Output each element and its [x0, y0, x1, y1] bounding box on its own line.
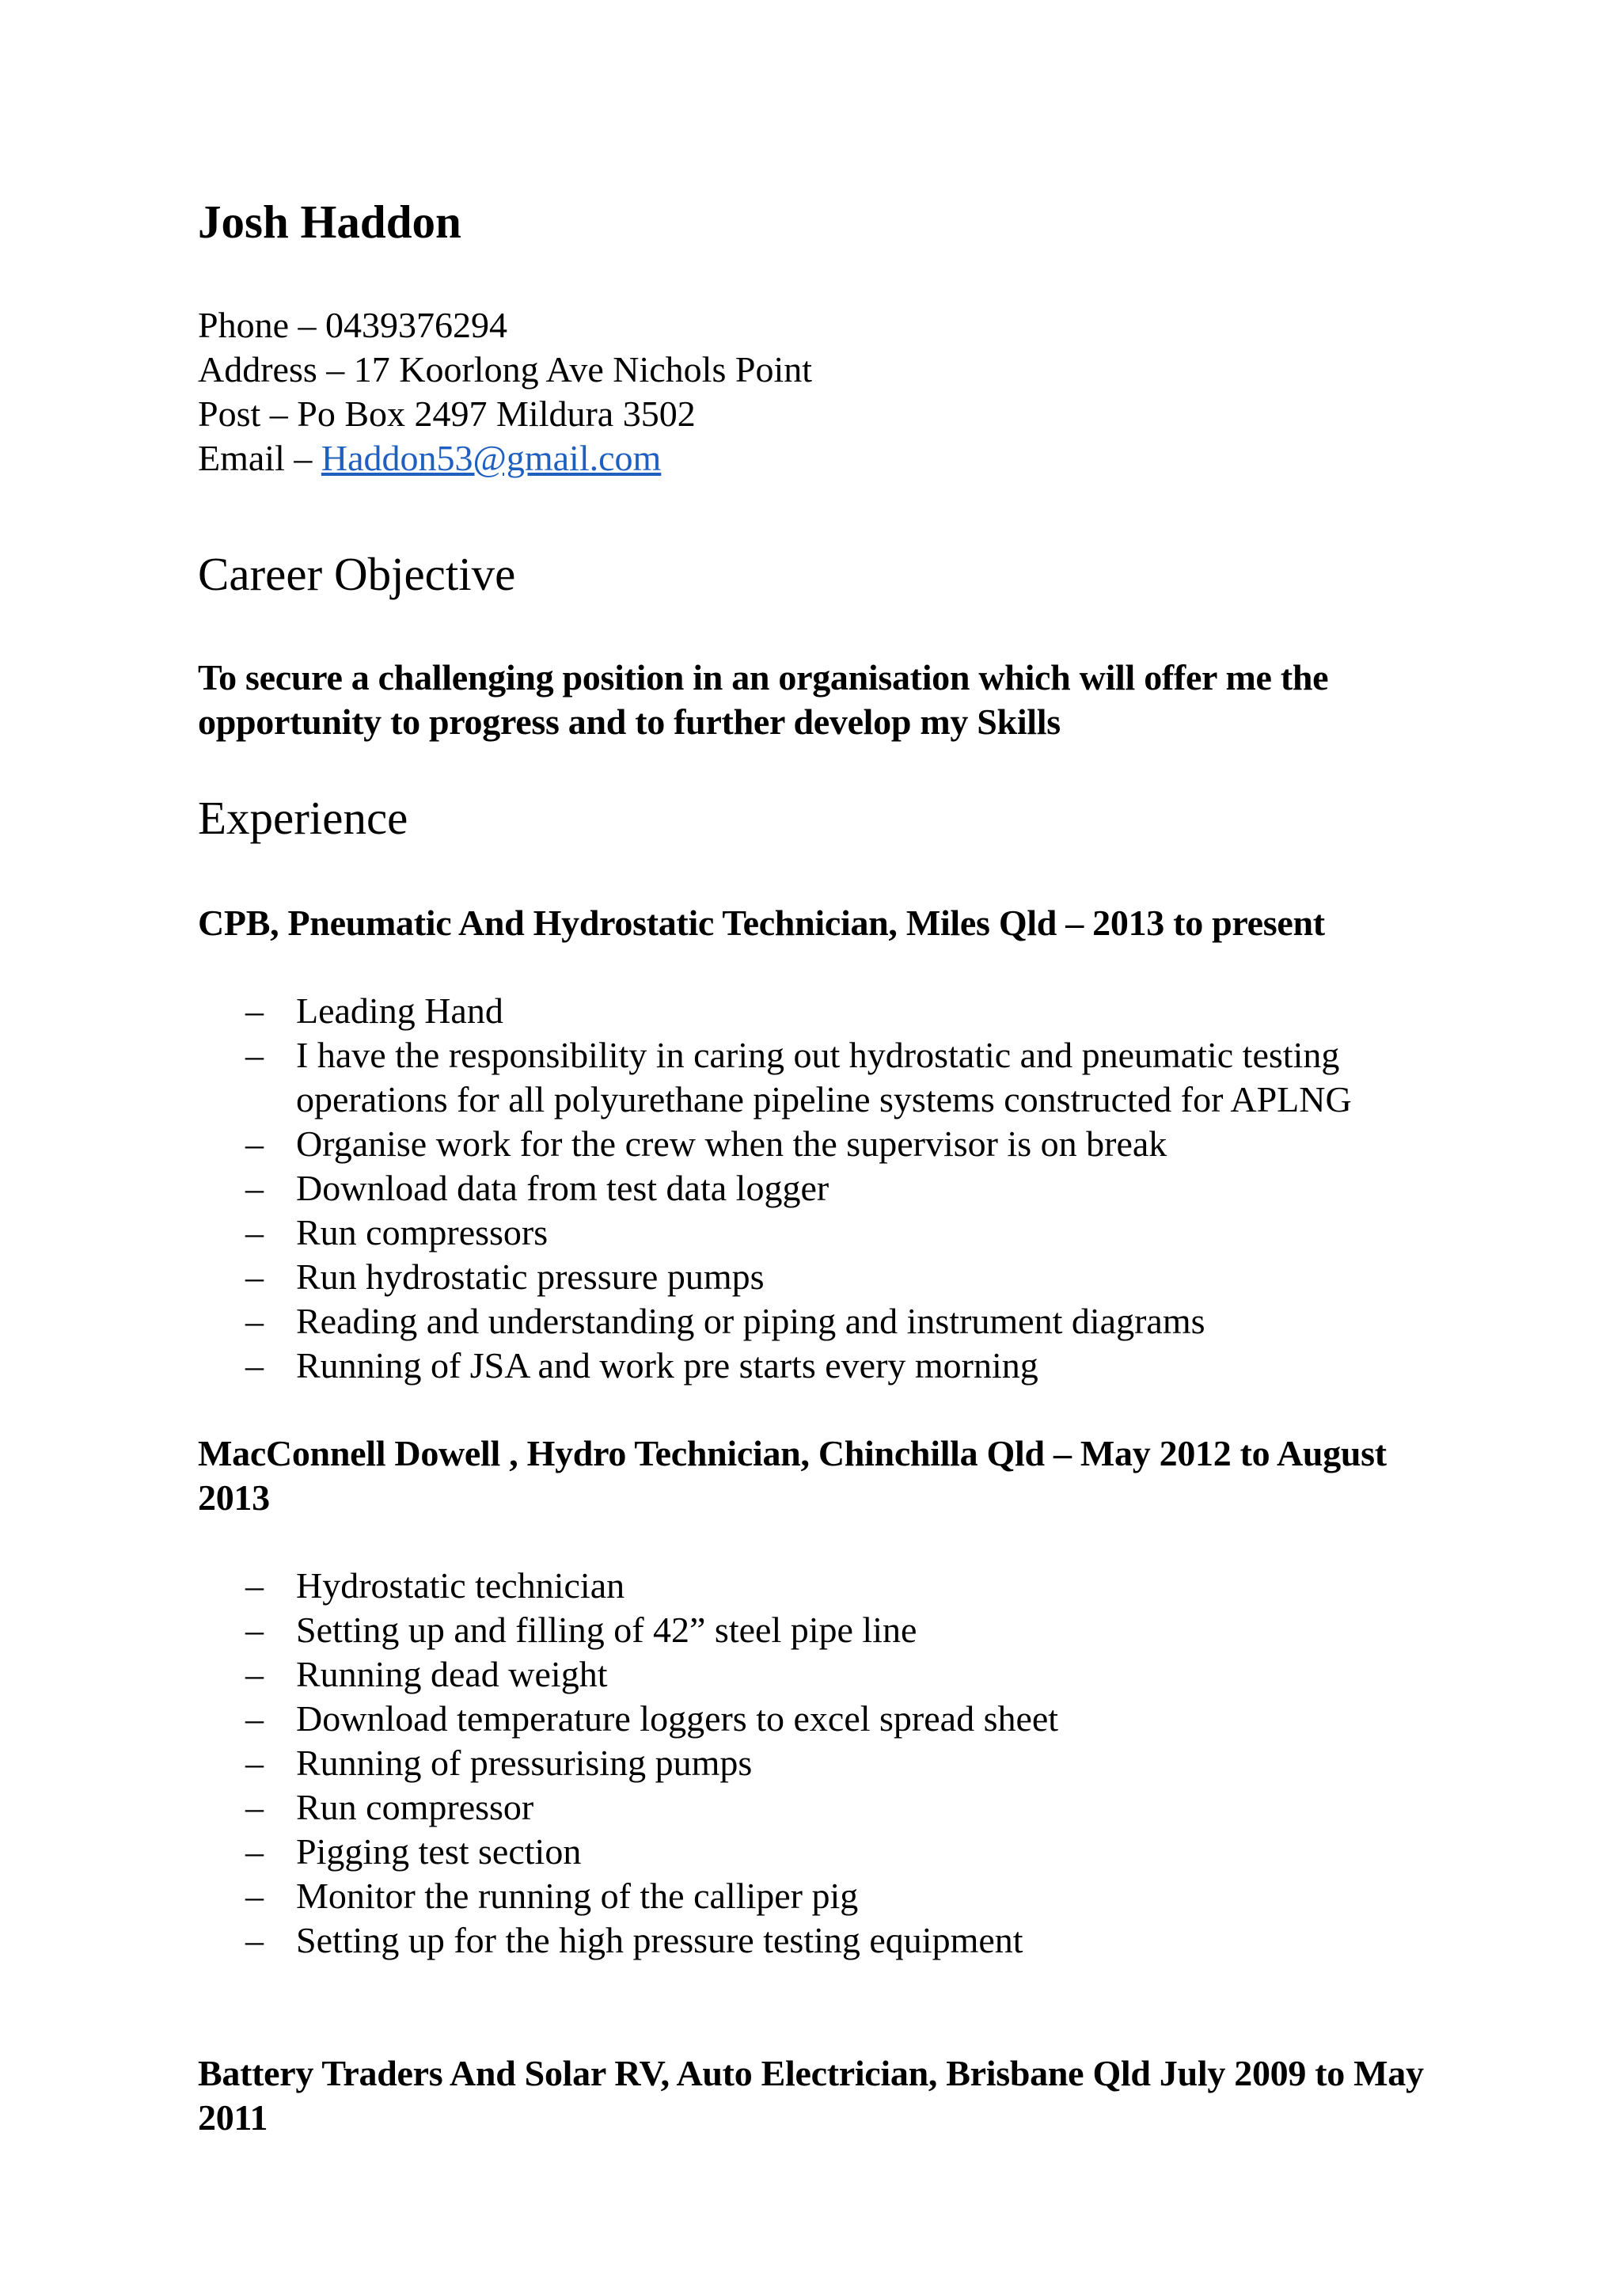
- duty-text: Leading Hand: [296, 990, 503, 1031]
- duty-item: [245, 1918, 1433, 1963]
- dash-bullet: –: [245, 1168, 264, 1208]
- dash-bullet: –: [245, 1876, 264, 1916]
- duty-item: [245, 1033, 1433, 1122]
- dash-bullet: –: [245, 1345, 264, 1386]
- duty-text: Download temperature loggers to excel spread sheet: [296, 1698, 1059, 1739]
- duty-text: Organise work for the crew when the supervisor is on break: [296, 1123, 1167, 1164]
- duty-text: Run compressor: [296, 1787, 534, 1827]
- duty-list-cpb: [245, 989, 1433, 1388]
- duty-item: [245, 989, 1433, 1033]
- duty-item: [245, 1255, 1433, 1299]
- job-title-cpb: CPB, Pneumatic And Hydrostatic Technician, Miles Qld – 2013 to present: [198, 903, 1325, 943]
- dash-bullet: –: [245, 1123, 264, 1164]
- email-link[interactable]: Haddon53@gmail.com: [321, 438, 662, 478]
- duty-item: [245, 1652, 1433, 1697]
- duty-item: [245, 1830, 1433, 1874]
- dash-bullet: –: [245, 1610, 264, 1650]
- dash-bullet: –: [245, 1831, 264, 1872]
- duty-item: [245, 1299, 1433, 1344]
- duty-text: I have the responsibility in caring out hydrostatic and pneumatic testing operations for all polyurethane pipeline systems constructed for APLNG: [296, 1035, 1352, 1119]
- dash-bullet: –: [245, 1654, 264, 1694]
- duty-item: [245, 1122, 1433, 1166]
- experience-heading: Experience: [198, 792, 408, 844]
- duty-item: [245, 1785, 1433, 1830]
- duty-text: Hydrostatic technician: [296, 1565, 625, 1606]
- duty-item: [245, 1608, 1433, 1652]
- dash-bullet: –: [245, 1698, 264, 1739]
- duty-item: [245, 1741, 1433, 1785]
- dash-bullet: –: [245, 1920, 264, 1960]
- job-title-battery-traders: Battery Traders And Solar RV, Auto Electrician, Brisbane Qld July 2009 to May 2011: [198, 2053, 1424, 2138]
- address-line: Address – 17 Koorlong Ave Nichols Point: [198, 349, 813, 390]
- email-label: Email –: [198, 438, 321, 478]
- duty-text: Setting up and filling of 42” steel pipe line: [296, 1610, 917, 1650]
- duty-item: [245, 1697, 1433, 1741]
- dash-bullet: –: [245, 1212, 264, 1253]
- career-objective-heading: Career Objective: [198, 548, 516, 600]
- dash-bullet: –: [245, 990, 264, 1031]
- duty-text: Running of pressurising pumps: [296, 1743, 753, 1783]
- duty-text: Run hydrostatic pressure pumps: [296, 1256, 765, 1297]
- duty-text: Monitor the running of the calliper pig: [296, 1876, 859, 1916]
- dash-bullet: –: [245, 1301, 264, 1341]
- duty-item: [245, 1166, 1433, 1211]
- contact-details: [198, 303, 812, 481]
- dash-bullet: –: [245, 1743, 264, 1783]
- career-objective-text: To secure a challenging position in an organisation which will offer me the opportunity to progress and to further develop my Skills: [198, 657, 1329, 742]
- duty-text: Running dead weight: [296, 1654, 608, 1694]
- dash-bullet: –: [245, 1565, 264, 1606]
- post-line: Post – Po Box 2497 Mildura 3502: [198, 393, 696, 434]
- resume-name: Josh Haddon: [198, 196, 461, 248]
- duty-text: Run compressors: [296, 1212, 549, 1253]
- duty-list-macconnell-dowell: [245, 1564, 1433, 1963]
- dash-bullet: –: [245, 1256, 264, 1297]
- duty-text: Setting up for the high pressure testing equipment: [296, 1920, 1023, 1960]
- duty-item: [245, 1564, 1433, 1608]
- duty-text: Pigging test section: [296, 1831, 582, 1872]
- duty-text: Download data from test data logger: [296, 1168, 829, 1208]
- job-title-macconnell-dowell: MacConnell Dowell , Hydro Technician, Chinchilla Qld – May 2012 to August 2013: [198, 1433, 1387, 1518]
- dash-bullet: –: [245, 1035, 264, 1075]
- duty-item: [245, 1211, 1433, 1255]
- duty-item: [245, 1874, 1433, 1918]
- phone-line: Phone – 0439376294: [198, 305, 507, 345]
- duty-text: Reading and understanding or piping and instrument diagrams: [296, 1301, 1205, 1341]
- email-line: [198, 436, 812, 481]
- dash-bullet: –: [245, 1787, 264, 1827]
- duty-text: Running of JSA and work pre starts every morning: [296, 1345, 1038, 1386]
- duty-item: [245, 1344, 1433, 1388]
